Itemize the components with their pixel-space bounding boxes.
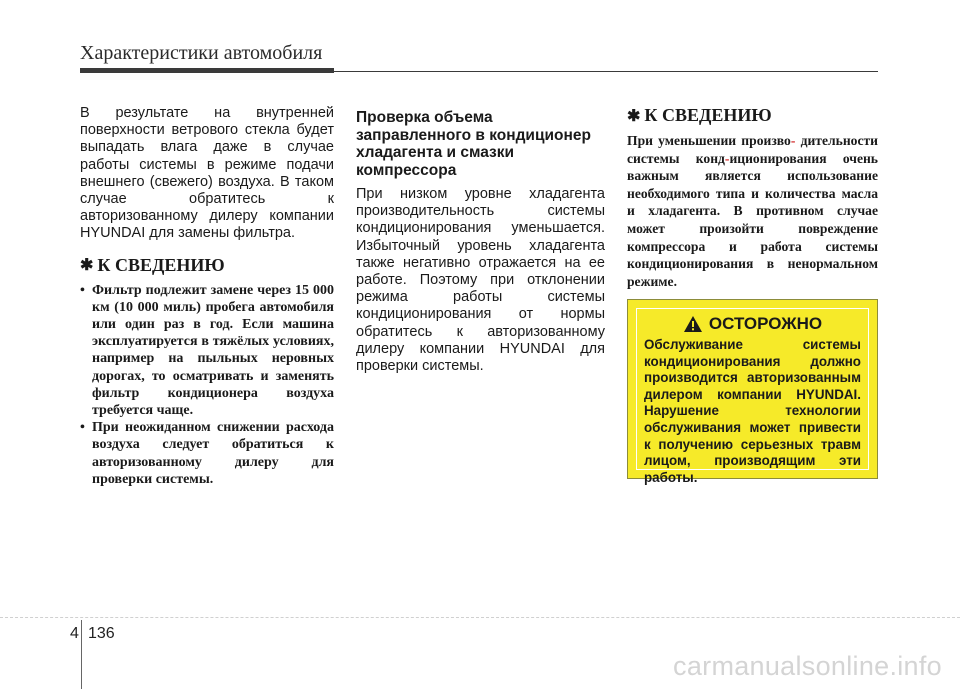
warning-triangle-icon [683, 315, 703, 333]
warning-box [627, 299, 878, 485]
warning-box-inner [636, 308, 869, 485]
asterisk-icon: ✱ [627, 107, 641, 125]
bullet-icon: • [80, 420, 85, 436]
bullet-icon: • [80, 282, 85, 298]
column-3 [627, 105, 878, 290]
note-title-1: К СВЕДЕНИЮ [97, 254, 225, 275]
header-rule-thin [334, 71, 878, 72]
footer-divider [0, 617, 960, 619]
note-list [80, 282, 334, 488]
note-paragraph-2: При уменьшении произво- дительности системы конд-иционирования очень важным является использование необходимого типа и количества масла и хладагента. В противном случае может произойти повреждение компрессора и работа системы кондиционирования в ненормальном режиме. [627, 133, 878, 289]
note-item-2-text: При неожиданном снижении расхода воздуха следует обратиться к авторизованному дилеру для проверки системы. [92, 420, 334, 487]
header-rule-thick [80, 68, 334, 73]
chapter-number: 4 [70, 625, 79, 642]
footer-vertical-rule [81, 620, 82, 689]
note-heading-2 [627, 105, 878, 126]
intro-paragraph: В результате на внутренней поверхности ветрового стекла будет выпадать влага даже в случае работы системы в режиме подачи внешнего (свежего) воздуха. В таком случае обратитесь к авторизованному дилеру компании HYUNDAI для замены фильтра. [80, 105, 334, 242]
watermark: carmanualsonline.info [673, 651, 942, 681]
page-number: 136 [88, 625, 115, 642]
asterisk-icon: ✱ [80, 257, 94, 275]
section-heading: Проверка объема заправленного в кондиционер хладагента и смазки компрессора [356, 109, 591, 179]
page-header-title: Характеристики автомобиля [80, 42, 323, 64]
note-item-2 [80, 419, 334, 488]
column-1 [80, 105, 334, 488]
note-title-2: К СВЕДЕНИЮ [644, 105, 772, 125]
warning-title-row [644, 314, 861, 334]
warning-text: Обслуживание системы кондиционирования должно производится авторизованным дилером компании HYUNDAI. Нарушение технологии обслуживания может привести к получению серьезных травм лицом, производящим эти работы. [644, 337, 861, 485]
note-heading-1 [80, 255, 334, 276]
note-item-1 [80, 282, 334, 420]
section-paragraph: При низком уровне хладагента производительность системы кондиционирования уменьшается. Избыточный уровень хладагента также негативно отражается на ее работе. Поэтому при отклонении режима работы системы кондиционирования от нормы обратитесь к авторизованному дилеру компании HYUNDAI для проверки системы. [356, 186, 605, 375]
column-2 [356, 105, 605, 375]
note-item-1-text: Фильтр подлежит замене через 15 000 км (10 000 миль) пробега автомобиля или один раз в год. Если машина эксплуатируется в тяжёлых условиях, например на пыльных неровных дорогах, то осматривать и заменять фильтр кондиционера воздуха требуется чаще. [92, 282, 334, 419]
warning-title: ОСТОРОЖНО [708, 314, 823, 333]
